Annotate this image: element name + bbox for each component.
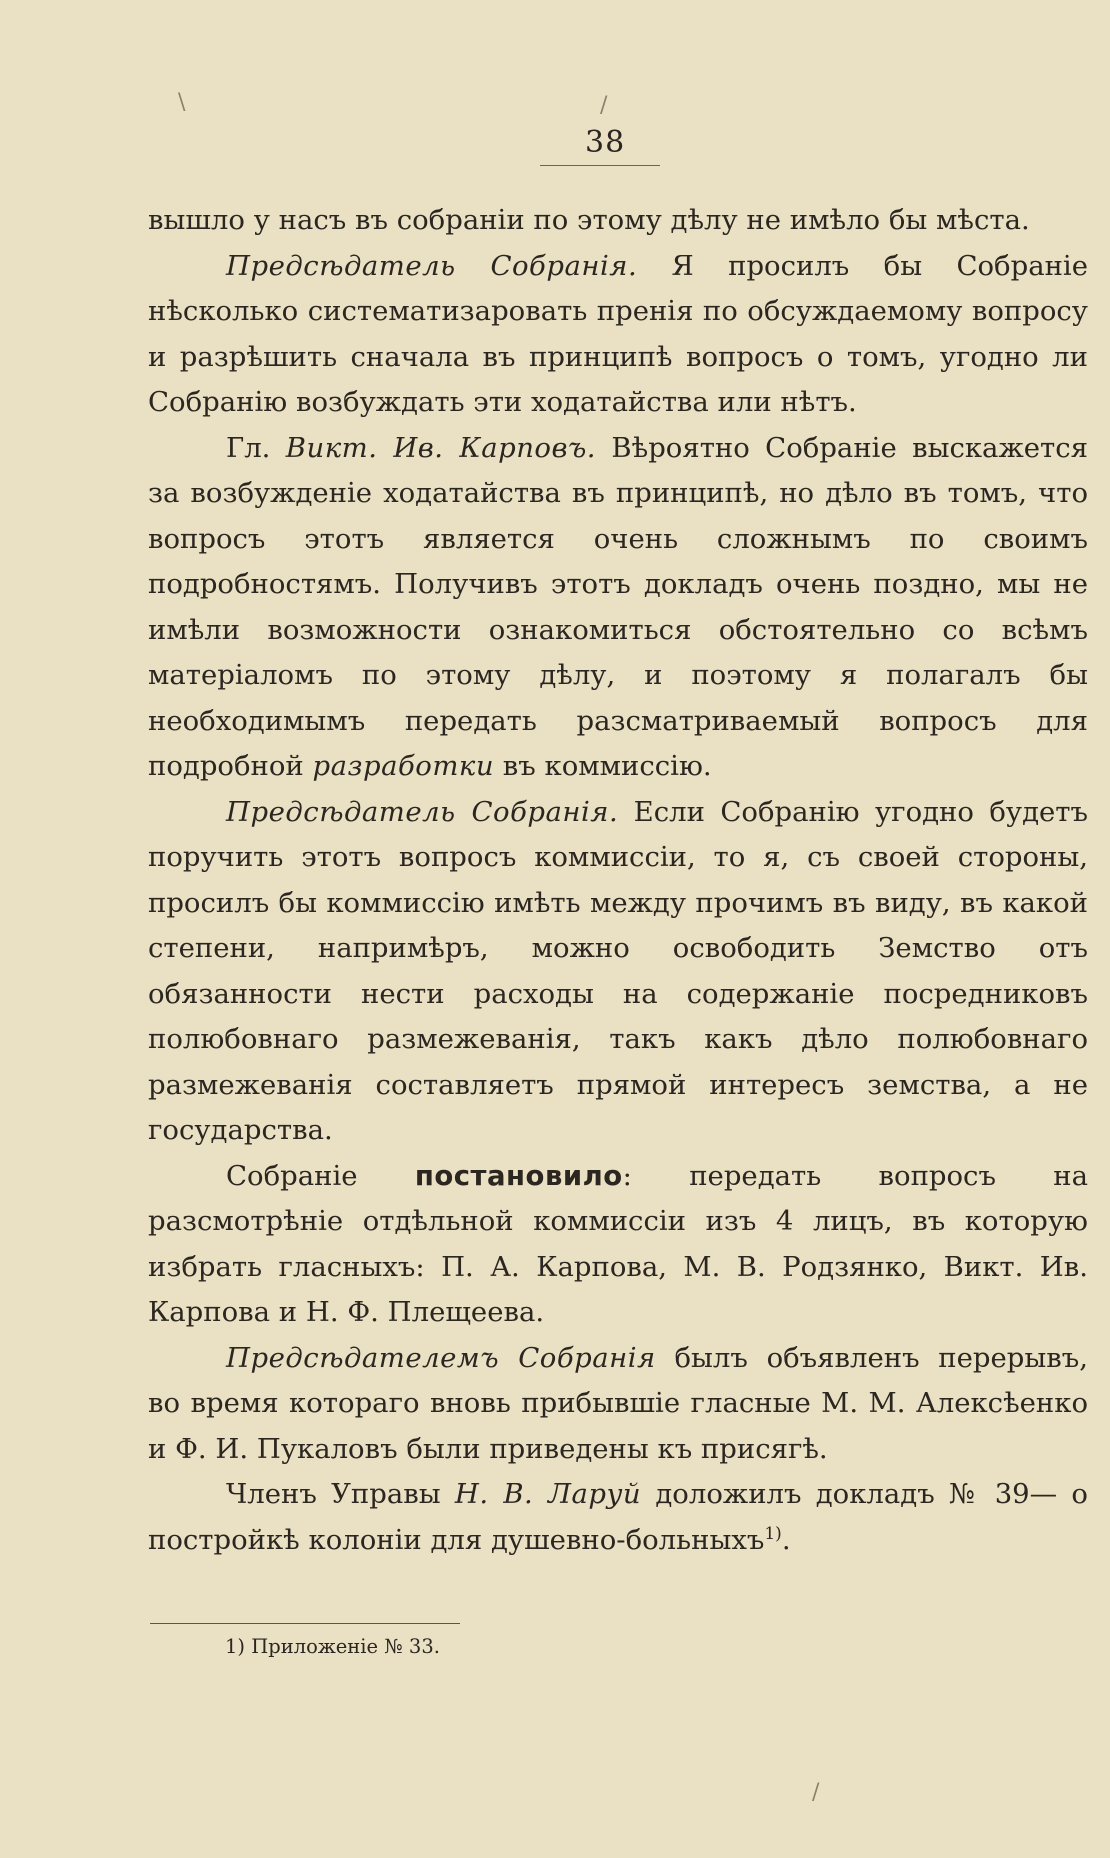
text-run: : передать вопросъ на разсмотрѣніе отдѣльной коммиссіи изъ 4 лицъ, въ которую избрать гласныхъ: П. А. Карпова, М. В. Родзянко, Викт. Ив. Карпова и Н. Ф. Плещеева. xyxy=(148,1159,1088,1328)
footnote: 1) Приложеніе № 33. xyxy=(225,1635,440,1658)
italic-name: Предсѣдателемъ Собранія xyxy=(226,1341,656,1374)
text-run: былъ объявленъ перерывъ, во время котораго вновь прибывшіе гласные М. М. Алексѣенко и Ф. И. Пукаловъ были приведены къ присягѣ. xyxy=(148,1341,1088,1465)
page-speck: / xyxy=(600,93,608,118)
text-run: . xyxy=(781,1523,791,1556)
italic-name: Викт. Ив. Карповъ. xyxy=(285,431,597,464)
paragraph xyxy=(148,1336,1088,1473)
text-run: Членъ Управы xyxy=(226,1478,455,1510)
text-run: доложилъ докладъ № 39— о постройкѣ колоніи для душевно-больныхъ xyxy=(148,1478,1088,1556)
footnote-rule xyxy=(150,1623,460,1624)
text-run: Если Собранію угодно будетъ поручить этотъ вопросъ коммиссіи, то я, съ своей стороны, просилъ бы коммиссію имѣть между прочимъ въ виду, въ какой степени, напримѣръ, можно освободить Земство отъ обязанности нести расходы на содержаніе посредниковъ полюбовнаго размежеванія, такъ какъ дѣло полюбовнаго размежеванія составляетъ прямой интересъ земства, а не государства. xyxy=(148,795,1089,1146)
body-text xyxy=(148,198,1088,1563)
header-rule xyxy=(540,165,660,166)
text-run: въ коммиссію. xyxy=(494,750,712,782)
italic-name: Предсѣдатель Собранія. xyxy=(226,249,638,282)
italic-name: Предсѣдатель Собранія. xyxy=(226,795,619,828)
text-run: Я просилъ бы Собраніе нѣсколько систематизаровать пренія по обсуждаемому вопросу и разрѣшить сначала въ принципѣ вопросъ о томъ, угодно ли Собранію возбуждать эти ходатайства или нѣтъ. xyxy=(148,249,1088,418)
italic-name: Н. В. Ларуй xyxy=(454,1478,642,1510)
page-speck: \ xyxy=(178,90,186,115)
text-run: Вѣроятно Собраніе выскажется за возбужденіе ходатайства въ принципѣ, но дѣло въ томъ, что вопросъ этотъ является очень сложнымъ по своимъ подробностямъ. Получивъ этотъ докладъ очень поздно, мы не имѣли возможности ознакомиться обстоятельно со всѣмъ матеріаломъ по этому дѣлу, и поэтому я полагалъ бы необходимымъ передать разсматриваемый вопросъ для подробной xyxy=(148,431,1088,782)
paragraph xyxy=(148,1472,1088,1563)
paragraph xyxy=(148,244,1088,426)
text-run: Собраніе xyxy=(226,1159,415,1192)
paragraph xyxy=(148,790,1088,1154)
text-run: вышло у насъ въ собраніи по этому дѣлу не имѣло бы мѣста. xyxy=(148,204,1030,236)
italic-name: разработки xyxy=(312,750,495,782)
page-number: 38 xyxy=(585,125,626,160)
text-run: Гл. xyxy=(226,431,286,464)
paragraph xyxy=(148,1154,1088,1336)
resolution-word: постановило xyxy=(414,1159,623,1192)
footnote-marker: 1) xyxy=(764,1523,782,1544)
page-speck: / xyxy=(812,1780,820,1805)
paragraph xyxy=(148,426,1088,790)
paragraph xyxy=(148,198,1088,244)
